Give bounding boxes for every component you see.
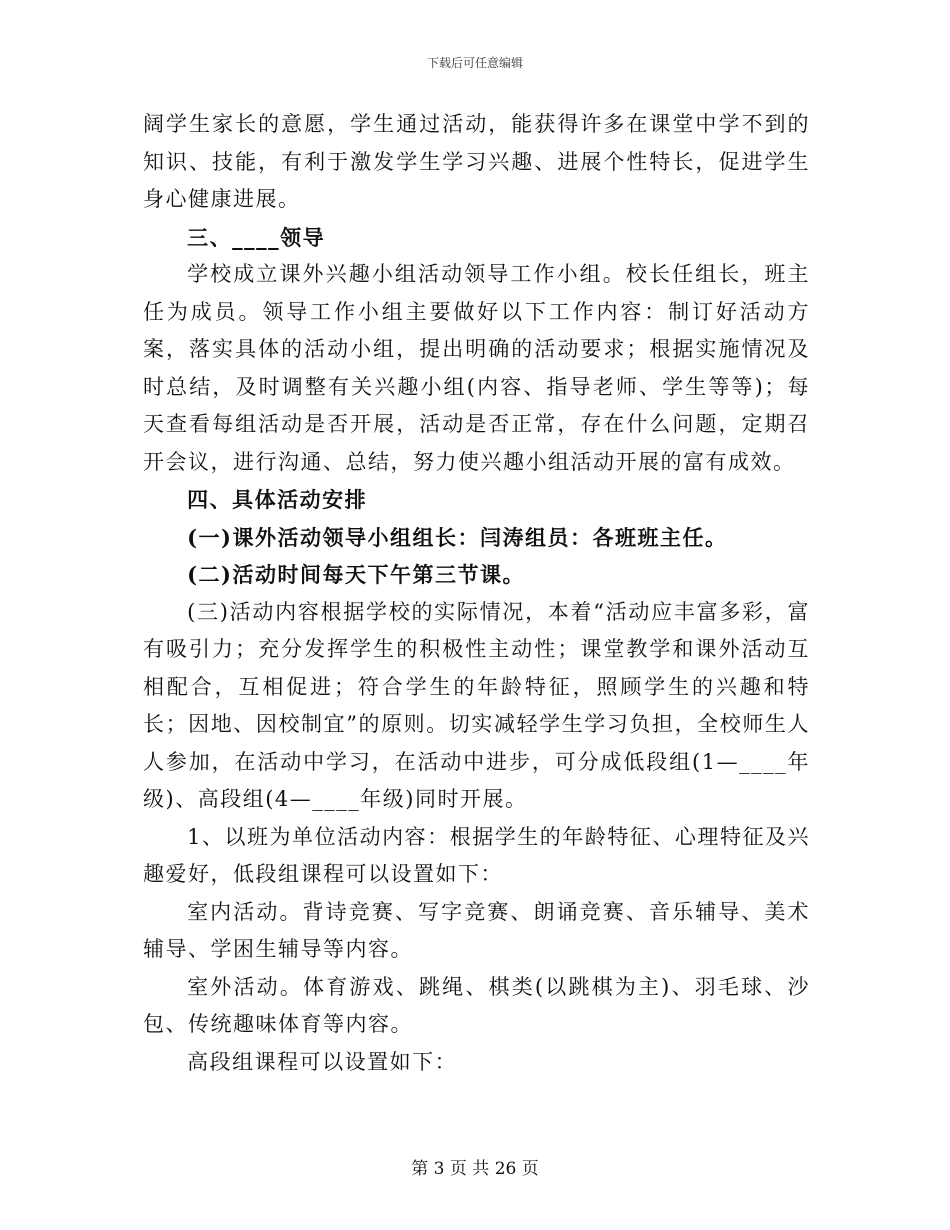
paragraph: 1、以班为单位活动内容：根据学生的年龄特征、心理特征及兴趣爱好，低段组课程可以设置如下：	[143, 824, 810, 886]
paragraph: (三)活动内容根据学校的实际情况，本着“活动应丰富多彩，富有吸引力；充分发挥学生的积极性主动性；课堂教学和课外活动互相配合，互相促进；符合学生的年龄特征，照顾学生的兴趣和特长；因地、因校制宜”的原则。切实减轻学生学习负担，全校师生人人参加，在活动中学习，在活动中进步，可分成低段组(1—____年级)、高段组(4—____年级)同时开展。	[143, 599, 810, 811]
page-header: 下载后可任意编辑	[426, 56, 523, 70]
section-heading: 四、具体活动安排	[187, 487, 368, 512]
paragraph: 学校成立课外兴趣小组活动领导工作小组。校长任组长，班主任为成员。领导工作小组主要做好以下工作内容：制订好活动方案，落实具体的活动小组，提出明确的活动要求；根据实施情况及时总结，及时调整有关兴趣小组(内容、指导老师、学生等等)；每天查看每组活动是否开展，活动是否正常，存在什么问题，定期召开会议，进行沟通、总结，努力使兴趣小组活动开展的富有成效。	[143, 262, 810, 474]
page-footer: 第 3 页 共 26 页	[411, 1159, 539, 1179]
paragraph: 阔学生家长的意愿，学生通过活动，能获得许多在课堂中学不到的知识、技能，有利于激发学生学习兴趣、进展个性特长，促进学生身心健康进展。	[143, 112, 810, 211]
paragraph: 高段组课程可以设置如下：	[187, 1049, 458, 1074]
paragraph: 室外活动。体育游戏、跳绳、棋类(以跳棋为主)、羽毛球、沙包、传统趣味体育等内容。	[143, 974, 810, 1036]
document-body	[143, 106, 810, 1081]
subsection-heading: (一)课外活动领导小组组长：闫涛组员：各班班主任。	[187, 524, 728, 550]
section-heading: 三、____领导	[187, 224, 326, 250]
paragraph: 室内活动。背诗竞赛、写字竞赛、朗诵竞赛、音乐辅导、美术辅导、学困生辅导等内容。	[143, 899, 810, 961]
subsection-heading: (二)活动时间每天下午第三节课。	[187, 562, 525, 587]
